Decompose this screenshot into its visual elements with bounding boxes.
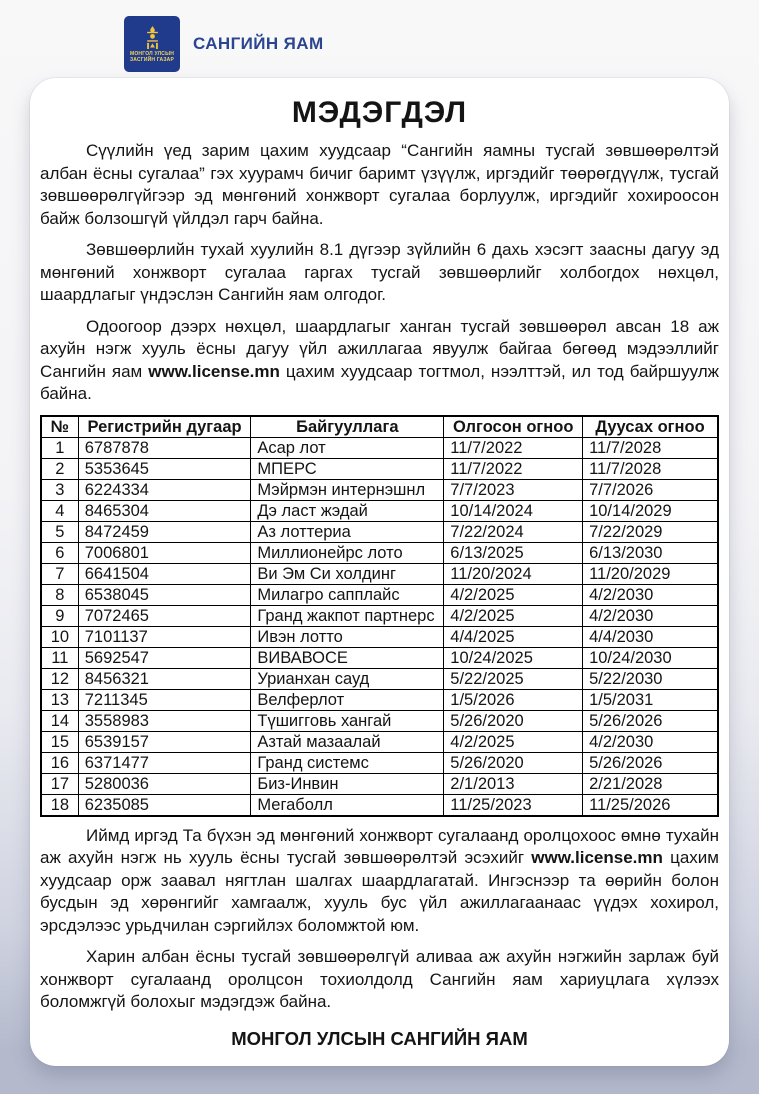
issued-date: 7/22/2024: [444, 521, 583, 542]
paragraph-text: Одоогоор дээрх нөхцөл, шаардлагыг ханган тусгай зөвшөөрөл авсан 18 аж ахуйн нэгж хууль ёсны дагуу үйл ажиллагаа явуулж байгаа бөгөөд мэдээллийг Сангийн яам: [40, 316, 719, 381]
row-number: 4: [41, 500, 78, 521]
issued-date: 4/2/2025: [444, 605, 583, 626]
table-row: [41, 689, 718, 710]
table-row: [41, 773, 718, 794]
expiry-date: 10/24/2030: [583, 647, 718, 668]
row-number: 13: [41, 689, 78, 710]
table-row: [41, 794, 718, 816]
logo-caption-line2: ЗАСГИЙН ГАЗАР: [129, 56, 175, 63]
col-header-issued-date: Олгосон огноо: [444, 416, 583, 438]
ministry-name: САНГИЙН ЯАМ: [193, 34, 324, 53]
organization-name: Мэйрмэн интернэшнл: [251, 479, 444, 500]
table-row: [41, 437, 718, 458]
expiry-date: 5/26/2026: [583, 710, 718, 731]
expiry-date: 4/2/2030: [583, 731, 718, 752]
organization-name: Ви Эм Си холдинг: [251, 563, 444, 584]
table-header-row: [41, 416, 718, 438]
row-number: 12: [41, 668, 78, 689]
organization-name: Велферлот: [251, 689, 444, 710]
col-header-organization: Байгууллага: [251, 416, 444, 438]
col-header-register: Регистрийн дугаар: [78, 416, 251, 438]
row-number: 14: [41, 710, 78, 731]
organization-name: ВИВАВОСЕ: [251, 647, 444, 668]
logo-caption-line1: МОНГОЛ УЛСЫН: [129, 50, 175, 57]
paragraph-text: Иймд иргэд Та бүхэн эд мөнгөний хонжворт сугалаанд оролцохоос өмнө тухайн аж ахуйн нэгж нь хууль ёсны тусгай зөвшөөрөлтэй эсэхийг: [40, 825, 719, 867]
expiry-date: 2/21/2028: [583, 773, 718, 794]
register-number: 6539157: [78, 731, 251, 752]
issued-date: 11/25/2023: [444, 794, 583, 816]
register-number: 7101137: [78, 626, 251, 647]
expiry-date: 11/25/2026: [583, 794, 718, 816]
license-url-text: www.license.mn: [148, 361, 280, 381]
register-number: 6641504: [78, 563, 251, 584]
register-number: 8456321: [78, 668, 251, 689]
paragraph-text: Зөвшөөрлийн тухай хуулийн 8.1 дүгээр зүйлийн 6 дахь хэсэгт заасны дагуу эд мөнгөний хонжворт сугалаа гаргах тусгай зөвшөөрлийг холбогдох нөхцөл, шаардлагыг үндэслэн Сангийн яам олгодог.: [40, 240, 719, 304]
organization-name: Биз-Инвин: [251, 773, 444, 794]
expiry-date: 7/7/2026: [583, 479, 718, 500]
issued-date: 11/7/2022: [444, 437, 583, 458]
license-url-text: www.license.mn: [531, 848, 663, 867]
paragraph-text: цахим хуудсаар орж заавал нягтлан шалгах шаардлагатай. Ингэснээр та өөрийн болон бусдын эд хөрөнгийг хамгаалж, хууль бус үйл ажиллагаанаас үүдэх хохирол, эрсдэлээс урьдчилан сэргийлэх боломжтой юм.: [40, 848, 719, 935]
notice-paragraph: [40, 239, 719, 307]
expiry-date: 4/2/2030: [583, 584, 718, 605]
license-table: [40, 415, 719, 817]
table-row: [41, 647, 718, 668]
paragraph-text: цахим хуудсаар тогтмол, нээлттэй, ил тод байршуулж байна.: [40, 361, 720, 403]
expiry-date: 4/2/2030: [583, 605, 718, 626]
table-row: [41, 626, 718, 647]
expiry-date: 11/20/2029: [583, 563, 718, 584]
row-number: 18: [41, 794, 78, 816]
ministry-signature: МОНГОЛ УЛСЫН САНГИЙН ЯАМ: [231, 1027, 528, 1049]
organization-name: Ивэн лотто: [251, 626, 444, 647]
notice-paragraph: [40, 825, 719, 938]
table-row: [41, 458, 718, 479]
issued-date: 6/13/2025: [444, 542, 583, 563]
table-row: [41, 563, 718, 584]
row-number: 9: [41, 605, 78, 626]
organization-name: Урианхан сауд: [251, 668, 444, 689]
notice-title: МЭДЭГДЭЛ: [291, 96, 468, 129]
register-number: 3558983: [78, 710, 251, 731]
table-row: [41, 710, 718, 731]
notice-card: [30, 78, 729, 1066]
organization-name: Гранд системс: [251, 752, 444, 773]
row-number: 11: [41, 647, 78, 668]
notice-paragraph: [40, 140, 719, 230]
issued-date: 2/1/2013: [444, 773, 583, 794]
table-row: [41, 668, 718, 689]
row-number: 16: [41, 752, 78, 773]
register-number: 6224334: [78, 479, 251, 500]
table-row: [41, 542, 718, 563]
expiry-date: 5/22/2030: [583, 668, 718, 689]
issued-date: 10/24/2025: [444, 647, 583, 668]
register-number: 6235085: [78, 794, 251, 816]
register-number: 8465304: [78, 500, 251, 521]
table-row: [41, 752, 718, 773]
organization-name: Түшигговь хангай: [251, 710, 444, 731]
issued-date: 5/22/2025: [444, 668, 583, 689]
register-number: 7072465: [78, 605, 251, 626]
row-number: 7: [41, 563, 78, 584]
row-number: 8: [41, 584, 78, 605]
notice-paragraph: [40, 316, 719, 406]
register-number: 7006801: [78, 542, 251, 563]
intro-paragraphs: [40, 140, 719, 406]
expiry-date: 4/4/2030: [583, 626, 718, 647]
row-number: 3: [41, 479, 78, 500]
row-number: 2: [41, 458, 78, 479]
organization-name: Асар лот: [251, 437, 444, 458]
row-number: 15: [41, 731, 78, 752]
register-number: 5692547: [78, 647, 251, 668]
table-row: [41, 605, 718, 626]
closing-paragraphs: [40, 825, 719, 1014]
row-number: 17: [41, 773, 78, 794]
issued-date: 10/14/2024: [444, 500, 583, 521]
col-header-number: №: [41, 416, 78, 438]
issued-date: 11/7/2022: [444, 458, 583, 479]
soyombo-icon: [143, 26, 162, 49]
register-number: 5280036: [78, 773, 251, 794]
government-logo: [124, 16, 180, 72]
issued-date: 7/7/2023: [444, 479, 583, 500]
col-header-expiry-date: Дуусах огноо: [583, 416, 718, 438]
table-row: [41, 731, 718, 752]
notice-paragraph: [40, 946, 719, 1014]
organization-name: Гранд жакпот партнерс: [251, 605, 444, 626]
organization-name: Мегаболл: [251, 794, 444, 816]
paragraph-text: Сүүлийн үед зарим цахим хуудсаар “Сангийн яамны тусгай зөвшөөрөлтэй албан ёсны сугалаа” гэх хуурамч бичиг баримт үзүүлж, иргэдийг төөрөгдүүлж, тусгай зөвшөөрөлгүйгээр эд мөнгөний хонжворт сугалаа борлуулж, иргэдийг хохироосон байж болзошгүй үйлдэл гарч байна.: [40, 141, 719, 228]
expiry-date: 7/22/2029: [583, 521, 718, 542]
register-number: 6371477: [78, 752, 251, 773]
row-number: 5: [41, 521, 78, 542]
expiry-date: 11/7/2028: [583, 458, 718, 479]
issued-date: 1/5/2026: [444, 689, 583, 710]
logo-caption: [130, 51, 174, 63]
organization-name: Аз лоттериа: [251, 521, 444, 542]
issued-date: 11/20/2024: [444, 563, 583, 584]
issued-date: 5/26/2020: [444, 752, 583, 773]
table-row: [41, 584, 718, 605]
expiry-date: 6/13/2030: [583, 542, 718, 563]
register-number: 7211345: [78, 689, 251, 710]
issued-date: 4/2/2025: [444, 584, 583, 605]
organization-name: Милагро сапплайс: [251, 584, 444, 605]
register-number: 6787878: [78, 437, 251, 458]
table-row: [41, 521, 718, 542]
issued-date: 5/26/2020: [444, 710, 583, 731]
register-number: 5353645: [78, 458, 251, 479]
license-table-body: [41, 437, 718, 816]
expiry-date: 1/5/2031: [583, 689, 718, 710]
expiry-date: 5/26/2026: [583, 752, 718, 773]
organization-name: Азтай мазаалай: [251, 731, 444, 752]
page-header: [0, 0, 759, 78]
expiry-date: 10/14/2029: [583, 500, 718, 521]
issued-date: 4/4/2025: [444, 626, 583, 647]
row-number: 1: [41, 437, 78, 458]
organization-name: Миллионейрс лото: [251, 542, 444, 563]
organization-name: Дэ ласт жэдай: [251, 500, 444, 521]
row-number: 6: [41, 542, 78, 563]
table-row: [41, 479, 718, 500]
register-number: 8472459: [78, 521, 251, 542]
table-row: [41, 500, 718, 521]
issued-date: 4/2/2025: [444, 731, 583, 752]
paragraph-text: Харин албан ёсны тусгай зөвшөөрөлгүй аливаа аж ахуйн нэгжийн зарлаж буй хонжворт сугалаанд оролцсон тохиолдолд Сангийн яам хариуцлага хүлээх боломжгүй болохыг мэдэгдэж байна.: [40, 947, 719, 1011]
expiry-date: 11/7/2028: [583, 437, 718, 458]
register-number: 6538045: [78, 584, 251, 605]
organization-name: МПЕРС: [251, 458, 444, 479]
row-number: 10: [41, 626, 78, 647]
